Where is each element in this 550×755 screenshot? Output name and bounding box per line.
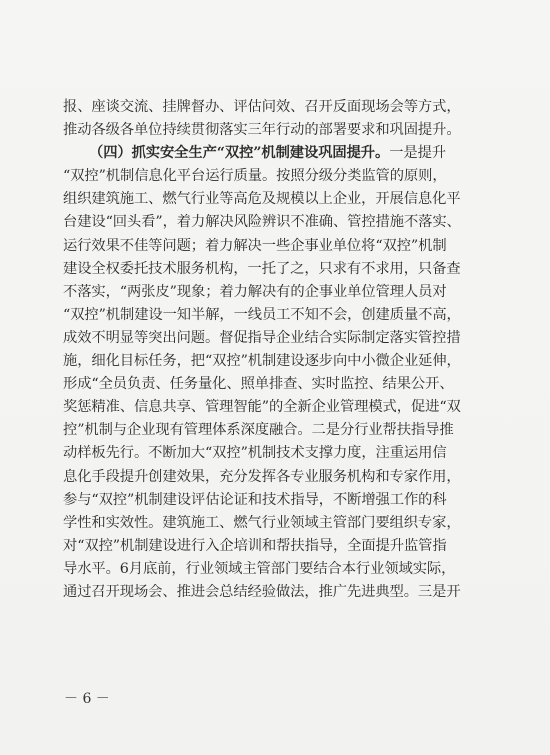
text-line: 组织建筑施工、燃气行业等高危及规模以上企业，开展信息化平 — [63, 191, 461, 208]
text-line: “双控”机制建设一知半解，一线员工不知不会，创建质量不高， — [63, 306, 461, 323]
text-line: 报、座谈交流、挂牌督办、评估问效、召开反面现场会等方式， — [63, 99, 461, 115]
body-text — [63, 96, 491, 604]
text-line: “双控”机制信息化平台运行质量。按照分级分类监管的原则， — [63, 168, 447, 185]
text-line: 学性和实效性。建筑施工、燃气行业领域主管部门要组织专家， — [63, 514, 461, 531]
text-line: 建设全权委托技术服务机构，一托了之，只求有不求用，只备查 — [63, 260, 461, 277]
text-line: 参与“双控”机制建设评估论证和技术指导，不断增强工作的科 — [63, 491, 447, 508]
text-fragment: 一是提升 — [389, 145, 446, 162]
page-number: － 6 － — [64, 691, 110, 707]
text-line: 台建设“回头看”，着力解决风险辨识不准确、管控措施不落实、 — [63, 214, 461, 231]
section-heading: （四）抓实安全生产“双控”机制建设巩固提升。 — [89, 145, 390, 162]
text-line: 成效不明显等突出问题。督促指导企业结合实际制定落实管控措 — [63, 329, 461, 346]
text-line: 导水平。6月底前，行业领域主管部门要结合本行业领域实际， — [63, 560, 456, 577]
text-line: 奖惩精准、信息共享、管理智能”的全新企业管理模式，促进“双 — [63, 399, 461, 416]
text-line: 息化手段提升创建效果，充分发挥各专业服务机构和专家作用， — [63, 468, 461, 485]
text-line: 运行效果不佳等问题；着力解决一些企事业单位将“双控”机制 — [63, 237, 447, 254]
text-line: 施，细化目标任务，把“双控”机制建设逐步向中小微企业延伸， — [63, 353, 461, 370]
text-line: 形成“全员负责、任务量化、照单排查、实时监控、结果公开、 — [63, 376, 454, 393]
text-line: 推动各级各单位持续贯彻落实三年行动的部署要求和巩固提升。 — [63, 122, 461, 139]
text-line: 通过召开现场会、推进会总结经验做法，推广先进典型。三是开 — [63, 583, 461, 600]
text-line — [63, 142, 491, 165]
text-line: 对“双控”机制建设进行入企培训和帮扶指导，全面提升监管指 — [63, 537, 447, 554]
text-line: 不落实，“两张皮”现象；着力解决有的企事业单位管理人员对 — [63, 283, 447, 300]
text-line: 动样板先行。不断加大“双控”机制技术支撑力度，注重运用信 — [63, 445, 447, 462]
text-line: 控”机制与企业现有管理体系深度融合。二是分行业帮扶指导推 — [63, 422, 454, 439]
